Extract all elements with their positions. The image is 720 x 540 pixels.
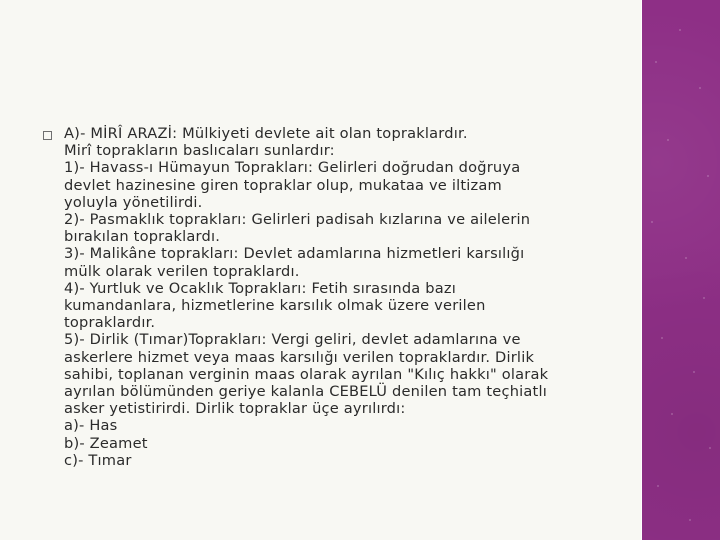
list-item-timar: c)- Tımar xyxy=(64,451,132,469)
body-line: kumandanlara, hizmetlerine karsılık olmak üzere verilen xyxy=(64,297,486,315)
body-line: 4)- Yurtluk ve Ocaklık Toprakları: Fetih sırasında bazı xyxy=(64,279,456,297)
body-line: asker yetistirirdi. Dirlik topraklar üçe ayrılırdı: xyxy=(64,400,406,418)
list-item-has: a)- Has xyxy=(64,417,118,435)
body-line: topraklardır. xyxy=(64,314,156,332)
body-line: ayrılan bölümünden geriye kalanla CEBELÜ denilen tam teçhiatlı xyxy=(64,383,547,401)
body-line: yoluyla yönetilirdi. xyxy=(64,193,203,211)
body-line: 1)- Havass-ı Hümayun Toprakları: Gelirleri doğrudan doğruya xyxy=(64,159,521,177)
body-line: 5)- Dirlik (Tımar)Toprakları: Vergi geliri, devlet adamlarına ve xyxy=(64,331,521,349)
body-line: bırakılan topraklardı. xyxy=(64,228,221,246)
heading-line: A)- MİRÎ ARAZİ: Mülkiyeti devlete ait olan topraklardır. xyxy=(64,125,468,142)
decorative-side-band xyxy=(642,0,720,540)
body-line: 2)- Pasmaklık toprakları: Gelirleri padisah kızlarına ve ailelerin xyxy=(64,211,531,229)
band-texture-dots xyxy=(642,0,720,540)
body-line: askerlere hizmet veya maas karsılığı verilen topraklardır. Dirlik xyxy=(64,348,535,366)
body-line: Mirî toprakların baslıcaları sunlardır: xyxy=(64,142,335,160)
empty-square-bullet-icon xyxy=(43,131,52,140)
body-line: sahibi, toplanan verginin maas olarak ayrılan "Kılıç hakkı" olarak xyxy=(64,365,549,383)
body-line: devlet hazinesine giren topraklar olup, mukataa ve iltizam xyxy=(64,176,502,194)
body-line: mülk olarak verilen topraklardı. xyxy=(64,262,300,280)
list-item-zeamet: b)- Zeamet xyxy=(64,434,148,452)
slide-body-text xyxy=(64,125,624,469)
body-line: 3)- Malikâne toprakları: Devlet adamlarına hizmetleri karsılığı xyxy=(64,245,525,263)
